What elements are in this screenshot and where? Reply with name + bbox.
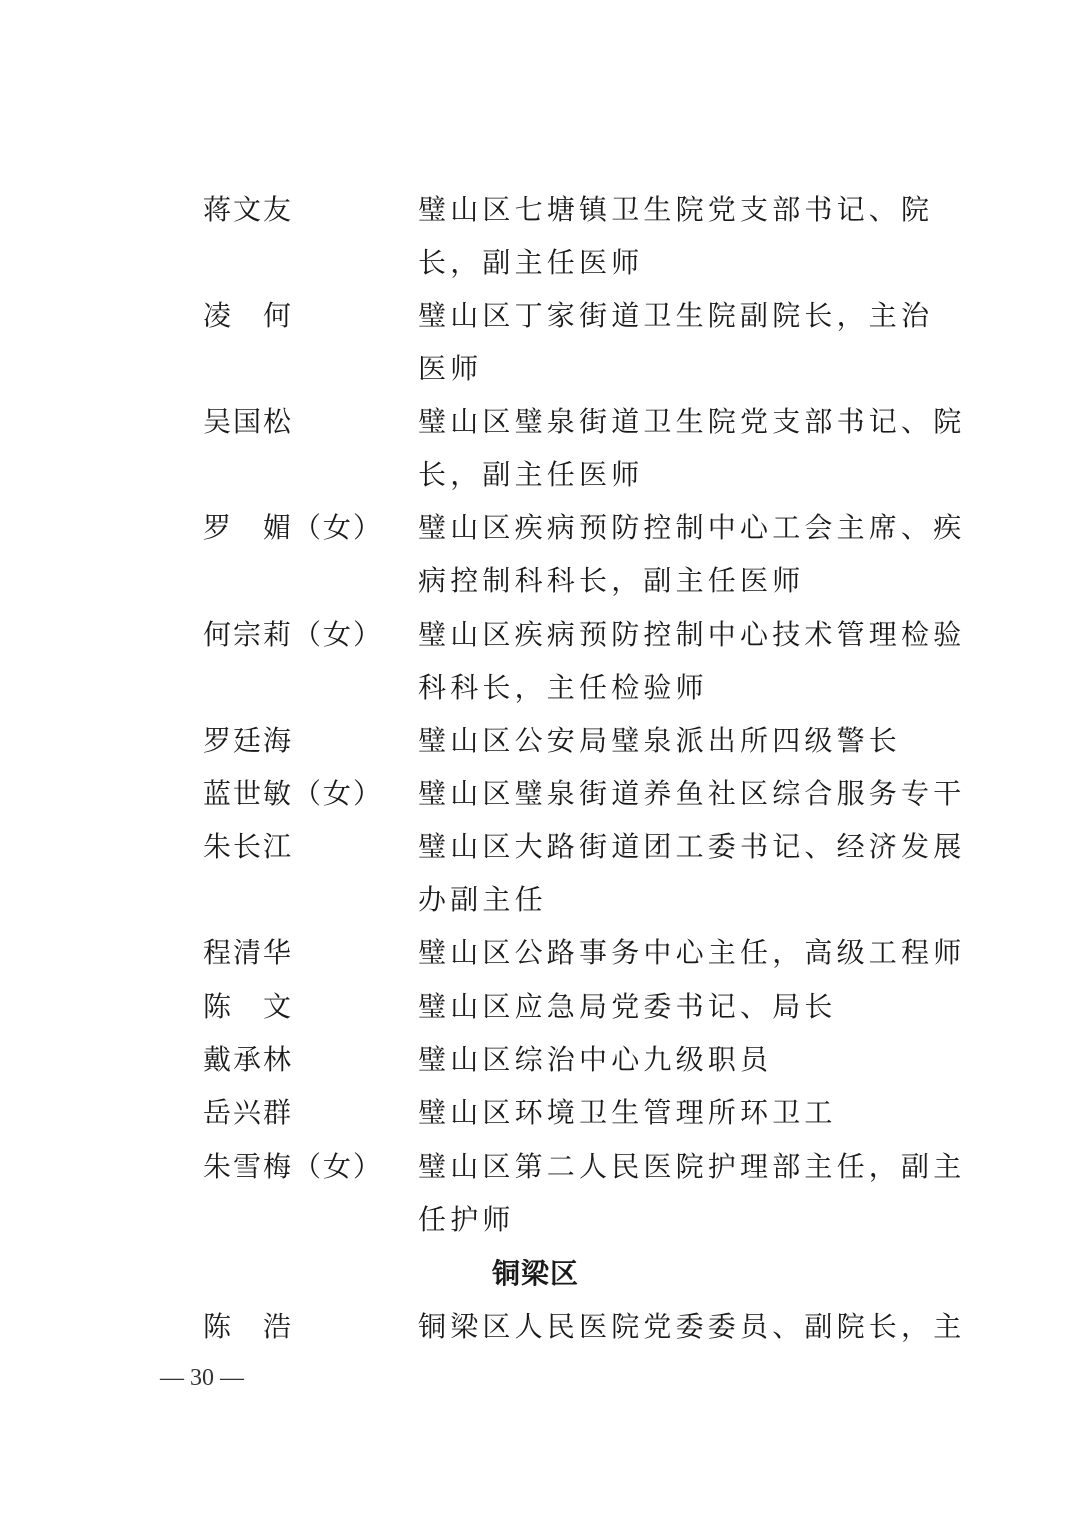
role-line: 璧山区丁家街道卫生院副院长，主治 xyxy=(418,299,934,332)
role-line: 璧山区疾病预防控制中心工会主席、疾 xyxy=(418,511,966,544)
role-line: 璧山区大路街道团工委书记、经济发展 xyxy=(418,830,966,863)
person-name: 岳兴群 xyxy=(203,1096,294,1129)
person-name: 程清华 xyxy=(203,936,294,969)
person-role xyxy=(418,1033,938,1086)
role-line: 办副主任 xyxy=(418,883,547,916)
person-role xyxy=(418,1300,966,1353)
person-name: 朱长江 xyxy=(203,830,294,863)
person-role xyxy=(418,183,938,289)
role-line: 璧山区应急局党委书记、局长 xyxy=(418,990,837,1023)
role-line: 科科长，主任检验师 xyxy=(418,671,708,704)
person-role xyxy=(418,395,966,501)
person-name: 陈 浩 xyxy=(203,1310,294,1343)
person-role xyxy=(418,1086,938,1139)
person-name: 蓝世敏（女） xyxy=(203,777,384,810)
role-line: 璧山区综治中心九级职员 xyxy=(418,1043,773,1076)
person-name: 戴承林 xyxy=(203,1043,294,1076)
person-name: 罗 媚（女） xyxy=(203,511,384,544)
role-line: 璧山区疾病预防控制中心技术管理检验 xyxy=(418,618,966,651)
role-line: 璧山区璧泉街道卫生院党支部书记、院 xyxy=(418,405,966,438)
role-line: 璧山区璧泉街道养鱼社区综合服务专干 xyxy=(418,777,966,810)
person-name: 吴国松 xyxy=(203,405,294,438)
section-heading-text: 铜梁区 xyxy=(492,1257,580,1290)
role-line: 璧山区公安局璧泉派出所四级警长 xyxy=(418,724,902,757)
page-number: — 30 — xyxy=(160,1365,244,1391)
person-name: 陈 文 xyxy=(203,990,294,1023)
person-role xyxy=(418,1140,966,1246)
role-line: 病控制科科长，副主任医师 xyxy=(418,564,805,597)
role-line: 铜梁区人民医院党委委员、副院长，主 xyxy=(418,1310,966,1343)
role-line: 璧山区第二人民医院护理部主任，副主 xyxy=(418,1150,966,1183)
person-role xyxy=(418,820,966,926)
person-name: 何宗莉（女） xyxy=(203,618,384,651)
role-line: 璧山区七塘镇卫生院党支部书记、院 xyxy=(418,193,934,226)
person-role xyxy=(418,501,966,607)
role-line: 璧山区公路事务中心主任，高级工程师 xyxy=(418,936,966,969)
role-line: 医师 xyxy=(418,352,483,385)
person-name: 蒋文友 xyxy=(203,193,294,226)
person-name: 罗廷海 xyxy=(203,724,294,757)
person-role xyxy=(418,980,938,1033)
person-role xyxy=(418,608,966,714)
role-line: 长，副主任医师 xyxy=(418,458,644,491)
person-role xyxy=(418,714,938,767)
person-role xyxy=(418,767,966,820)
role-line: 任护师 xyxy=(418,1203,515,1236)
person-name: 朱雪梅（女） xyxy=(203,1150,384,1183)
person-name: 凌 何 xyxy=(203,299,294,332)
person-role xyxy=(418,926,966,979)
role-line: 长，副主任医师 xyxy=(418,246,644,279)
person-role xyxy=(418,289,938,395)
role-line: 璧山区环境卫生管理所环卫工 xyxy=(418,1096,837,1129)
